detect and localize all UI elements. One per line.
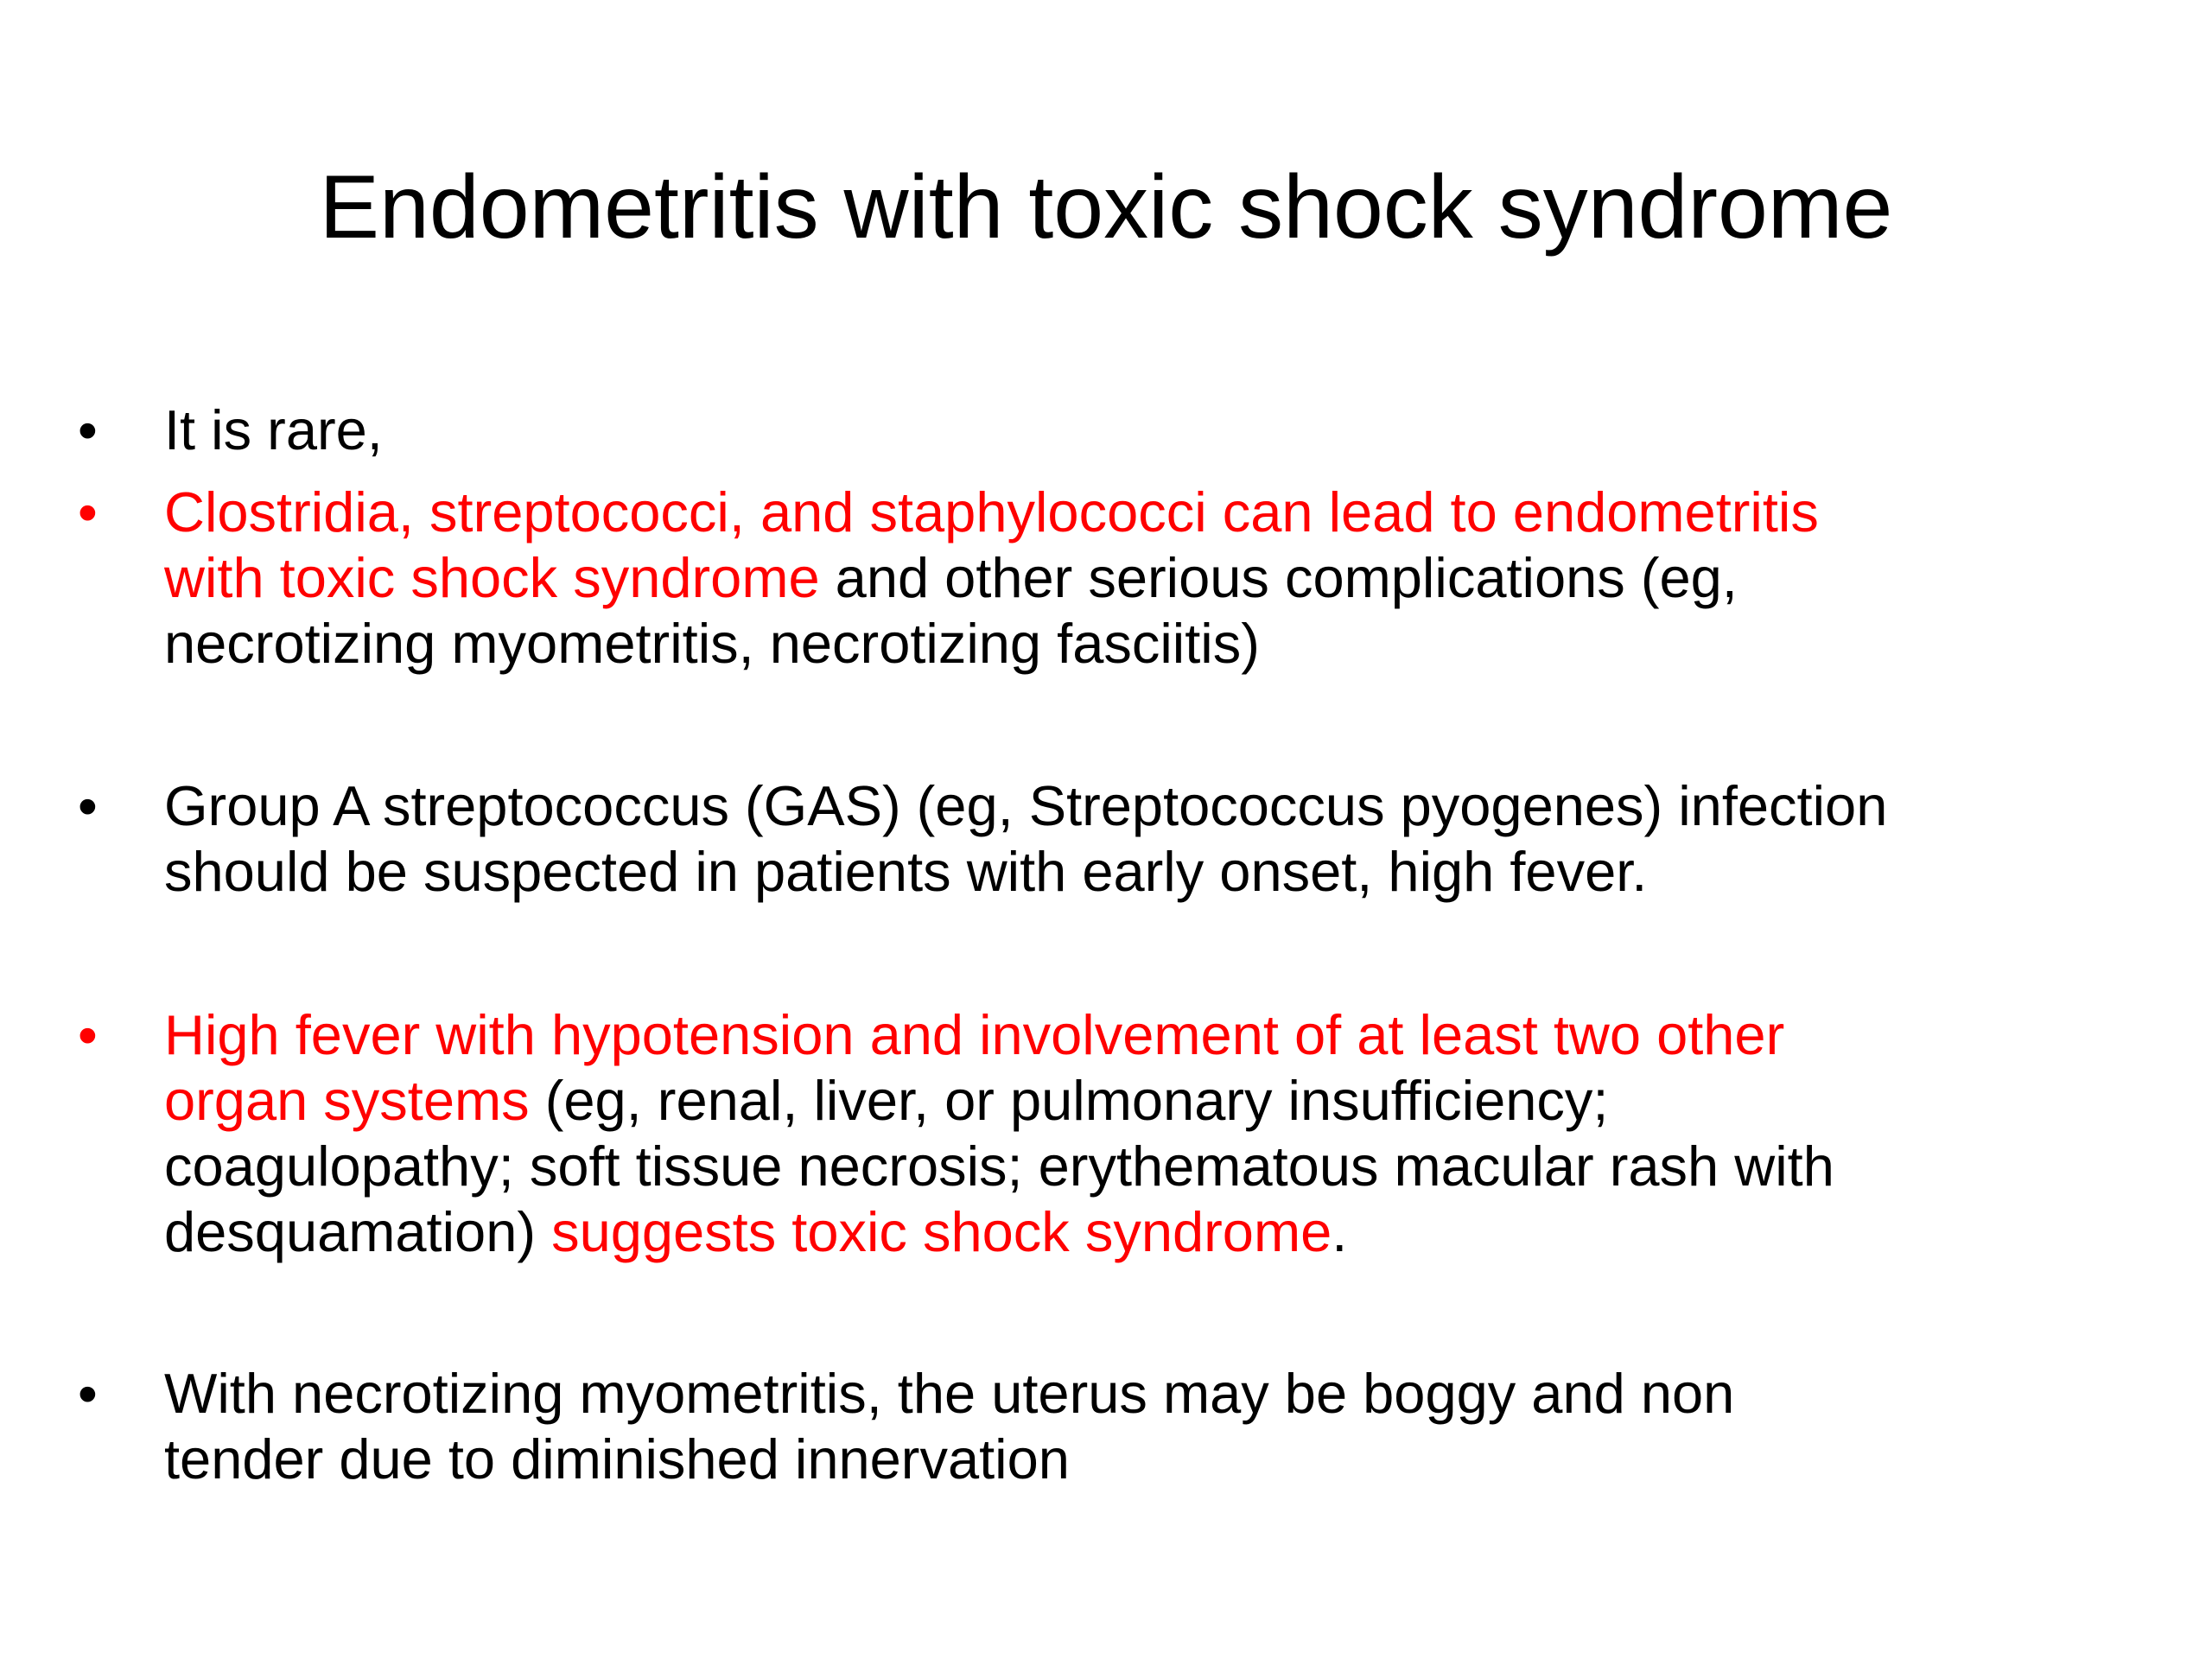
text-run: tender due to diminished innervation [164,1427,1070,1491]
bullet-dot-icon: • [78,1362,98,1425]
bullet-item [78,397,2152,463]
bullet-dot-icon: • [78,1003,98,1066]
text-run: It is rare, [164,398,383,461]
bullet-line [164,397,2152,463]
bullet-text [164,1002,2152,1265]
highlighted-text-run: Clostridia, streptococci, and staphylococci can lead to endometritis [164,480,1819,543]
bullet-dot-icon: • [78,398,98,461]
text-run: With necrotizing myometritis, the uterus may be boggy and non [164,1362,1735,1425]
bullet-line [164,611,2152,677]
bullet-dot-icon: • [78,480,98,543]
highlighted-text-run: suggests toxic shock syndrome [551,1200,1332,1263]
highlighted-text-run: organ systems [164,1069,530,1132]
bullet-line [164,839,2152,905]
text-run: desquamation) [164,1200,552,1263]
bullet-line [164,773,2152,839]
highlighted-text-run: High fever with hypotension and involvement of at least two other [164,1003,1785,1066]
bullet-line [164,480,2152,545]
bullet-item [78,1002,2152,1265]
bullet-item [78,1361,2152,1492]
text-run: (eg, renal, liver, or pulmonary insufficiency; [529,1069,1609,1132]
bullet-text [164,480,2152,677]
text-run: Group A streptococcus (GAS) (eg, Streptococcus pyogenes) infection [164,774,1888,837]
bullet-line [164,545,2152,611]
bullet-text [164,397,2152,463]
highlighted-text-run: with toxic shock syndrome [164,546,820,609]
text-run: coagulopathy; soft tissue necrosis; erythematous macular rash with [164,1135,1834,1198]
bullet-line [164,1199,2152,1265]
text-run: necrotizing myometritis, necrotizing fasciitis) [164,612,1260,675]
bullet-text [164,773,2152,905]
bullet-item [78,480,2152,677]
bullet-line [164,1068,2152,1134]
bullet-item [78,773,2152,905]
text-run: . [1332,1200,1348,1263]
text-run: should be suspected in patients with early onset, high fever. [164,840,1648,903]
bullet-line [164,1134,2152,1199]
slide-title: Endometritis with toxic shock syndrome [319,157,1893,257]
bullet-text [164,1361,2152,1492]
bullet-dot-icon: • [78,774,98,837]
bullet-line [164,1427,2152,1492]
bullet-line [164,1002,2152,1068]
text-run: and other serious complications (eg, [819,546,1738,609]
bullet-line [164,1361,2152,1427]
